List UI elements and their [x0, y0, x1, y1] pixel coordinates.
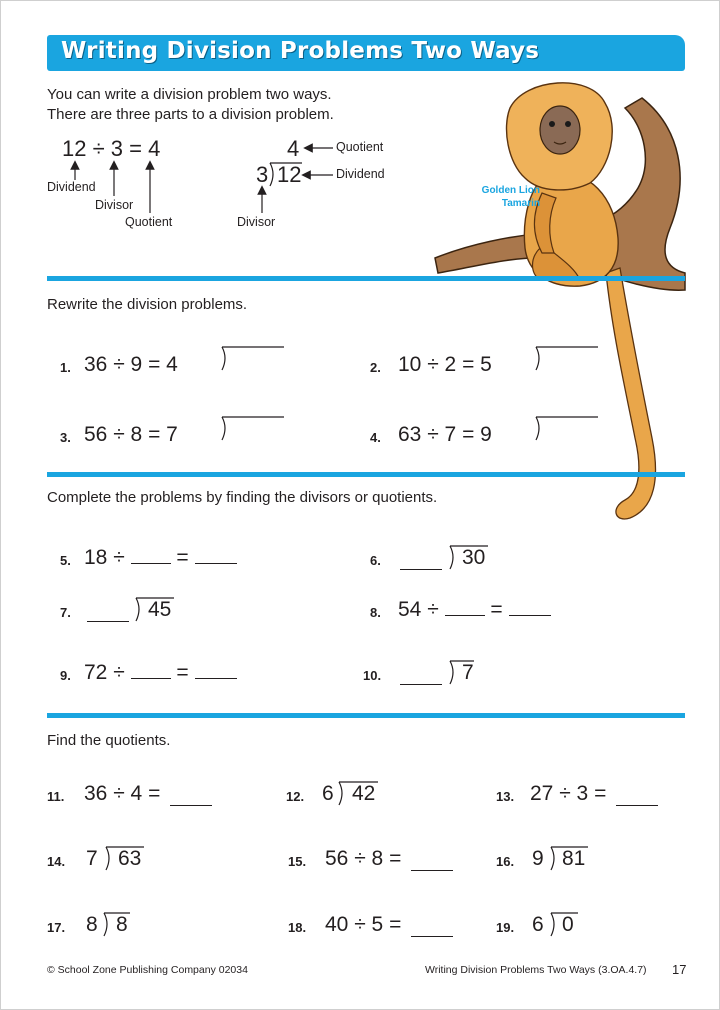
- problem-7-divisor-blank[interactable]: [87, 620, 129, 622]
- problem-17-divisor: 8: [86, 913, 98, 936]
- bracket-3: [222, 417, 284, 440]
- example-division-bracket: [270, 163, 302, 186]
- tamarin-eye-left: [549, 121, 555, 127]
- problem-15-number: 15.: [288, 854, 307, 869]
- problem-10-number: 10.: [363, 668, 382, 683]
- problem-4-number: 4.: [370, 430, 381, 445]
- problem-12-dividend: 42: [352, 782, 376, 805]
- problem-6-divisor-blank[interactable]: [400, 568, 442, 570]
- page-title: Writing Division Problems Two Ways: [61, 38, 540, 64]
- intro-line-2: There are three parts to a division problem.: [47, 106, 334, 123]
- problem-9-number: 9.: [60, 668, 71, 683]
- problem-5-number: 5.: [60, 553, 71, 568]
- problem-12-number: 12.: [286, 789, 305, 804]
- problem-4-expression: 63 ÷ 7 = 9: [398, 423, 492, 446]
- problem-7-number: 7.: [60, 605, 71, 620]
- problem-19-divisor: 6: [532, 913, 544, 936]
- problem-17-dividend: 8: [116, 913, 128, 936]
- problem-7-dividend: 45: [148, 598, 172, 621]
- problem-9-dividend: 72 ÷: [84, 661, 125, 684]
- section-3-instruction: Find the quotients.: [47, 732, 171, 749]
- problem-11-expression: 36 ÷ 4 =: [84, 782, 161, 805]
- example-quotient-label: Quotient: [125, 215, 173, 229]
- problem-14-divisor: 7: [86, 847, 98, 870]
- problem-5-quotient-blank[interactable]: [195, 562, 237, 564]
- problem-11-answer-blank[interactable]: [170, 804, 212, 806]
- problem-13-expression: 27 ÷ 3 =: [530, 782, 607, 805]
- problem-19-number: 19.: [496, 920, 515, 935]
- problem-19-dividend: 0: [562, 913, 574, 936]
- tamarin-face: [540, 106, 580, 154]
- problem-13-answer-blank[interactable]: [616, 804, 658, 806]
- tamarin-tail: [606, 268, 656, 519]
- golden-lion-tamarin-illustration: [430, 68, 695, 538]
- problem-9-divisor-blank[interactable]: [131, 677, 171, 679]
- footer-page-title: Writing Division Problems Two Ways (3.OA.4.7): [425, 964, 647, 976]
- problem-5-divisor-blank[interactable]: [131, 562, 171, 564]
- tamarin-caption-line-1: Golden Lion: [481, 185, 540, 196]
- problem-6-number: 6.: [370, 553, 381, 568]
- problem-11-number: 11.: [47, 789, 65, 804]
- problem-18-answer-blank[interactable]: [411, 935, 453, 937]
- problem-18-expression: 40 ÷ 5 =: [325, 913, 402, 936]
- example-long-dividend-label: Dividend: [336, 167, 385, 181]
- problem-13-number: 13.: [496, 789, 515, 804]
- example-long-quotient-label: Quotient: [336, 140, 384, 154]
- problem-1-number: 1.: [60, 360, 71, 375]
- problem-8-quotient-blank[interactable]: [509, 614, 551, 616]
- problem-5-expression: [84, 546, 237, 570]
- problem-1-expression: 36 ÷ 9 = 4: [84, 353, 178, 376]
- example-equation: 12 ÷ 3 = 4: [62, 136, 161, 161]
- problem-15-expression: 56 ÷ 8 =: [325, 847, 402, 870]
- tamarin-eye-right: [565, 121, 571, 127]
- problem-8-number: 8.: [370, 605, 381, 620]
- tamarin-caption-line-2: Tamarin: [501, 198, 540, 209]
- problem-14-number: 14.: [47, 854, 66, 869]
- example-long-dividend: 12: [277, 162, 302, 187]
- problem-6-dividend: 30: [462, 546, 486, 569]
- problem-9-expression: [84, 661, 237, 685]
- example-long-quotient: 4: [287, 136, 300, 161]
- problem-15-answer-blank[interactable]: [411, 869, 453, 871]
- section-divider-2: [47, 472, 685, 477]
- problem-8-expression: [398, 598, 551, 622]
- problem-8-dividend: 54 ÷: [398, 598, 439, 621]
- problem-3-expression: 56 ÷ 8 = 7: [84, 423, 178, 446]
- example-dividend-label: Dividend: [47, 180, 96, 194]
- problem-10-dividend: 7: [462, 661, 474, 684]
- page-number: 17: [672, 962, 687, 977]
- problem-10-divisor-blank[interactable]: [400, 683, 442, 685]
- problem-14-dividend: 63: [118, 847, 142, 870]
- problem-16-number: 16.: [496, 854, 515, 869]
- problem-3-number: 3.: [60, 430, 71, 445]
- problem-2-expression: 10 ÷ 2 = 5: [398, 353, 492, 376]
- problem-8-divisor-blank[interactable]: [445, 614, 485, 616]
- problem-5-dividend: 18 ÷: [84, 546, 125, 569]
- tamarin-caption: [460, 184, 540, 210]
- section-divider-1: [47, 276, 685, 281]
- intro-line-1: You can write a division problem two ways.: [47, 86, 332, 103]
- section-2-instruction: Complete the problems by finding the divisors or quotients.: [47, 489, 438, 506]
- section-divider-3: [47, 713, 685, 718]
- problem-2-number: 2.: [370, 360, 381, 375]
- example-long-divisor: 3: [256, 162, 269, 187]
- problem-17-number: 17.: [47, 920, 66, 935]
- problem-9-equals: =: [176, 661, 189, 684]
- problem-12-divisor: 6: [322, 782, 334, 805]
- problem-18-number: 18.: [288, 920, 307, 935]
- bracket-1: [222, 347, 284, 370]
- section-1-instruction: Rewrite the division problems.: [47, 296, 248, 313]
- example-divisor-label: Divisor: [95, 198, 134, 212]
- problem-9-quotient-blank[interactable]: [195, 677, 237, 679]
- problem-16-dividend: 81: [562, 847, 586, 870]
- footer-copyright: © School Zone Publishing Company 02034: [47, 964, 248, 976]
- example-long-divisor-label: Divisor: [237, 215, 276, 229]
- problem-5-equals: =: [176, 546, 189, 569]
- problem-8-equals: =: [490, 598, 503, 621]
- problem-16-divisor: 9: [532, 847, 544, 870]
